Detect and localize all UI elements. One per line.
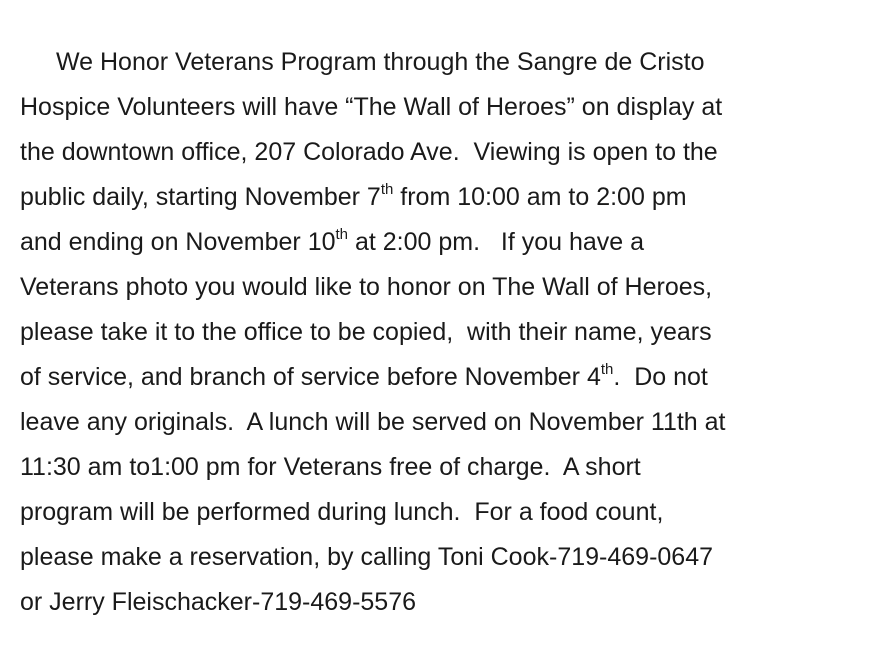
text-segment: of service, and branch of service before November 4	[20, 363, 601, 391]
text-segment: from 10:00 am to 2:00 pm	[393, 183, 687, 211]
text-line	[20, 175, 880, 220]
text-segment: Hospice Volunteers will have “The Wall of Heroes” on display at	[20, 93, 723, 121]
text-segment: and ending on November 10	[20, 228, 336, 256]
text-segment: . Do not	[613, 363, 708, 391]
text-line	[20, 490, 880, 535]
text-line	[20, 580, 880, 625]
text-line	[20, 85, 880, 130]
text-line	[20, 130, 880, 175]
text-line	[20, 445, 880, 490]
text-segment: please take it to the office to be copied, with their name, years	[20, 318, 712, 346]
text-segment: leave any originals. A lunch will be served on November 11th at	[20, 408, 726, 436]
ordinal-suffix: th	[600, 361, 614, 378]
text-segment: public daily, starting November 7	[20, 183, 381, 211]
text-line	[20, 40, 880, 85]
announcement-paragraph	[20, 40, 880, 625]
text-line	[20, 220, 880, 265]
text-segment: the downtown office, 207 Colorado Ave. Viewing is open to the	[20, 138, 718, 166]
text-line	[20, 535, 880, 580]
text-segment: please make a reservation, by calling Toni Cook-719-469-0647	[20, 543, 714, 571]
text-segment: program will be performed during lunch. For a food count,	[20, 498, 664, 526]
ordinal-suffix: th	[335, 226, 349, 243]
text-segment: or Jerry Fleischacker-719-469-5576	[20, 588, 417, 616]
text-line	[20, 265, 880, 310]
text-segment: 11:30 am to1:00 pm for Veterans free of charge. A short	[20, 453, 641, 481]
ordinal-suffix: th	[380, 181, 394, 198]
text-line	[20, 400, 880, 445]
text-line	[20, 355, 880, 400]
text-segment: We Honor Veterans Program through the Sangre de Cristo	[56, 48, 705, 76]
text-segment: Veterans photo you would like to honor on The Wall of Heroes,	[20, 273, 713, 301]
text-segment: at 2:00 pm. If you have a	[348, 228, 645, 256]
text-line	[20, 310, 880, 355]
